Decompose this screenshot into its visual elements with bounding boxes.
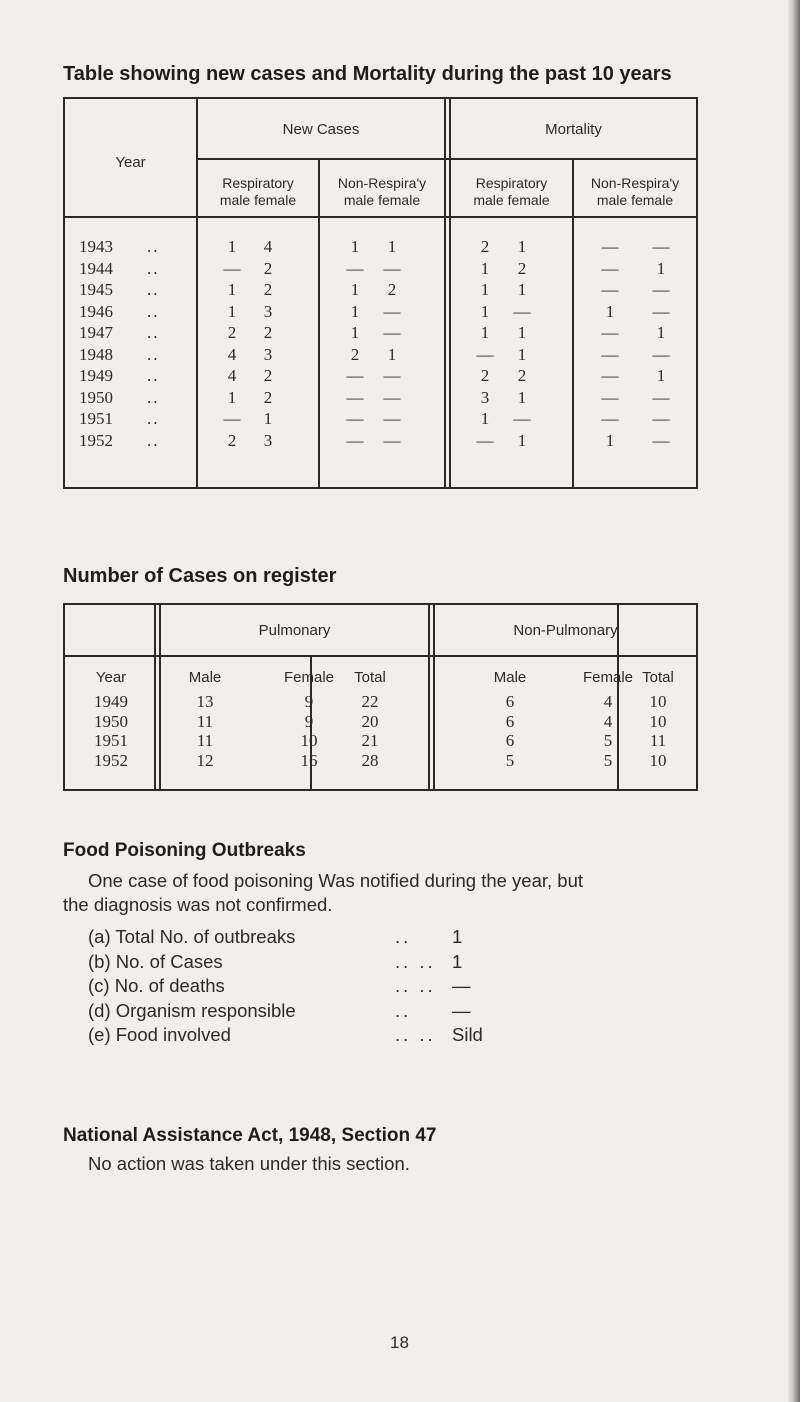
- value-cell: 1: [517, 237, 527, 256]
- leader-dots: ..: [147, 258, 160, 278]
- value-cell: 11: [196, 731, 214, 750]
- value-cell: 1: [517, 344, 527, 364]
- value-cell: —: [513, 301, 531, 321]
- table-row: [65, 258, 696, 279]
- leader-dots: .. ..: [395, 950, 436, 972]
- value-cell: 1: [517, 323, 527, 342]
- value-cell: 9: [304, 711, 314, 731]
- value-cell: —: [383, 409, 401, 428]
- cases-on-register-table: [63, 603, 698, 791]
- year-cell: 1949: [79, 366, 113, 385]
- subheader-title: Non-Respira'y: [337, 175, 427, 191]
- value-cell: —: [601, 237, 619, 256]
- value-cell: —: [601, 323, 619, 342]
- value-cell: 22: [361, 692, 379, 711]
- value-cell: 5: [603, 731, 613, 750]
- value-cell: 4: [603, 692, 613, 711]
- value-cell: —: [601, 387, 619, 407]
- value-cell: 2: [480, 237, 490, 256]
- leader-dots: ..: [147, 323, 160, 342]
- value-cell: 4: [227, 366, 237, 385]
- table-row: [65, 430, 696, 451]
- value-cell: 1: [517, 280, 527, 299]
- value-cell: 1: [480, 301, 490, 321]
- item-label: (e) Food involved: [88, 1024, 231, 1045]
- item-value: Sild: [452, 1024, 483, 1045]
- value-cell: 1: [656, 258, 666, 278]
- value-cell: 1: [350, 280, 360, 299]
- table-row: [65, 301, 696, 322]
- column-header: Female: [283, 669, 335, 686]
- value-cell: 4: [603, 711, 613, 731]
- leader-dots: ..: [147, 280, 160, 299]
- value-cell: 2: [480, 366, 490, 385]
- value-cell: 28: [361, 750, 379, 770]
- value-cell: 2: [517, 258, 527, 278]
- new-nonrespiratory-header: [320, 175, 444, 209]
- value-cell: 2: [350, 344, 360, 364]
- leader-dots: ..: [395, 926, 412, 947]
- value-cell: —: [383, 323, 401, 342]
- leader-dots: .. ..: [395, 975, 436, 996]
- item-label: (c) No. of deaths: [88, 975, 225, 996]
- col-divider: [428, 605, 430, 789]
- column-header: Female: [582, 669, 634, 686]
- value-cell: 12: [196, 750, 214, 770]
- value-cell: —: [346, 258, 364, 278]
- leader-dots: ..: [147, 344, 160, 364]
- year-cell: 1950: [94, 711, 128, 731]
- value-cell: 1: [263, 409, 273, 428]
- leader-dots: ..: [147, 237, 160, 256]
- value-cell: —: [652, 409, 670, 428]
- value-cell: —: [601, 409, 619, 428]
- value-cell: 10: [649, 711, 667, 731]
- value-cell: 1: [656, 366, 666, 385]
- value-cell: —: [652, 387, 670, 407]
- leader-dots: ..: [147, 430, 160, 450]
- value-cell: 1: [517, 430, 527, 450]
- year-cell: 1949: [94, 692, 128, 711]
- row-divider: [65, 216, 696, 218]
- value-cell: 6: [505, 692, 515, 711]
- year-cell: 1948: [79, 344, 113, 364]
- value-cell: 2: [263, 387, 273, 407]
- item-label: (a) Total No. of outbreaks: [88, 926, 296, 947]
- value-cell: 1: [227, 280, 237, 299]
- value-cell: 21: [361, 731, 379, 750]
- value-cell: 4: [227, 344, 237, 364]
- value-cell: 3: [263, 344, 273, 364]
- year-cell: 1951: [79, 409, 113, 428]
- subheader-title: Respiratory: [222, 175, 294, 191]
- value-cell: —: [601, 344, 619, 364]
- value-cell: 1: [387, 237, 397, 256]
- value-cell: —: [383, 430, 401, 450]
- value-cell: 9: [304, 692, 314, 711]
- value-cell: 2: [263, 280, 273, 299]
- subheader-sex: male female: [596, 192, 674, 208]
- value-cell: —: [601, 366, 619, 385]
- value-cell: 3: [480, 387, 490, 407]
- year-cell: 1952: [79, 430, 113, 450]
- year-header: Year: [115, 154, 146, 171]
- value-cell: —: [652, 430, 670, 450]
- leader-dots: ..: [395, 999, 412, 1021]
- value-cell: 20: [361, 711, 379, 731]
- value-cell: —: [223, 258, 241, 278]
- value-cell: —: [513, 409, 531, 428]
- mort-respiratory-header: [451, 175, 572, 209]
- value-cell: 2: [263, 258, 273, 278]
- table-row: [65, 236, 696, 257]
- table-row: [65, 322, 696, 343]
- page-number: 18: [390, 1333, 409, 1352]
- value-cell: 1: [480, 258, 490, 278]
- assistance-text: No action was taken under this section.: [88, 1153, 410, 1174]
- value-cell: —: [601, 258, 619, 278]
- leader-dots: .. ..: [395, 1024, 436, 1045]
- column-header: Male: [493, 669, 527, 686]
- value-cell: 1: [350, 323, 360, 342]
- new-cases-header: New Cases: [282, 121, 360, 138]
- table-row: [65, 344, 696, 365]
- value-cell: —: [601, 280, 619, 299]
- row-divider: [196, 158, 696, 160]
- value-cell: 10: [649, 692, 667, 711]
- year-cell: 1951: [94, 731, 128, 750]
- value-cell: —: [476, 344, 494, 364]
- year-cell: 1950: [79, 387, 113, 407]
- table-row: [65, 365, 696, 386]
- value-cell: —: [346, 366, 364, 385]
- table-row: [65, 387, 696, 408]
- item-value: 1: [452, 950, 463, 972]
- value-cell: 1: [480, 280, 490, 299]
- year-cell: 1947: [79, 323, 113, 342]
- table-row: [65, 408, 696, 429]
- new-cases-mortality-table: [63, 97, 698, 489]
- value-cell: 1: [605, 430, 615, 450]
- value-cell: 2: [517, 366, 527, 385]
- table2-title: Number of Cases on register: [63, 565, 337, 587]
- pulmonary-header: Pulmonary: [258, 622, 331, 639]
- value-cell: 6: [505, 731, 515, 750]
- subheader-title: Respiratory: [475, 175, 548, 191]
- year-cell: 1943: [79, 237, 113, 256]
- value-cell: 10: [300, 731, 318, 750]
- column-header: Total: [354, 669, 386, 686]
- year-cell: 1944: [79, 258, 113, 278]
- row-divider: [65, 655, 696, 657]
- value-cell: 5: [505, 750, 515, 770]
- subheader-sex: male female: [473, 192, 550, 208]
- value-cell: 2: [387, 280, 397, 299]
- value-cell: —: [652, 301, 670, 321]
- subheader-sex: male female: [343, 192, 421, 208]
- value-cell: 2: [263, 323, 273, 342]
- value-cell: —: [346, 387, 364, 407]
- value-cell: 2: [263, 366, 273, 385]
- value-cell: 2: [227, 323, 237, 342]
- table-row: [65, 279, 696, 300]
- mort-nonrespiratory-header: [574, 175, 696, 209]
- value-cell: —: [383, 301, 401, 321]
- col-divider: [154, 605, 156, 789]
- column-header: Total: [642, 669, 674, 686]
- value-cell: 6: [505, 711, 515, 731]
- value-cell: 1: [517, 387, 527, 407]
- value-cell: 1: [480, 409, 490, 428]
- value-cell: 2: [227, 430, 237, 450]
- value-cell: 13: [196, 692, 214, 711]
- value-cell: 1: [227, 387, 237, 407]
- assistance-title: National Assistance Act, 1948, Section 47: [63, 1125, 437, 1146]
- leader-dots: ..: [147, 387, 160, 407]
- value-cell: 1: [227, 301, 237, 321]
- food-paragraph-line1: One case of food poisoning Was notified during the year, but: [88, 870, 584, 891]
- value-cell: 1: [387, 344, 397, 364]
- value-cell: 11: [196, 711, 214, 731]
- value-cell: 1: [480, 323, 490, 342]
- value-cell: 10: [649, 750, 667, 770]
- value-cell: 1: [656, 323, 666, 342]
- value-cell: 3: [263, 430, 273, 450]
- year-cell: 1952: [94, 750, 128, 770]
- value-cell: —: [223, 409, 241, 428]
- item-value: —: [452, 999, 471, 1021]
- item-value: —: [452, 975, 471, 996]
- value-cell: 3: [263, 301, 273, 321]
- value-cell: 1: [350, 301, 360, 321]
- value-cell: 4: [263, 237, 273, 256]
- page-edge-shadow: [788, 0, 800, 1402]
- food-poisoning-title: Food Poisoning Outbreaks: [63, 840, 306, 861]
- value-cell: —: [652, 237, 670, 256]
- value-cell: 5: [603, 750, 613, 770]
- subheader-sex: male female: [219, 192, 297, 208]
- column-header: Male: [188, 669, 222, 686]
- value-cell: 11: [649, 731, 667, 750]
- value-cell: 16: [300, 750, 318, 770]
- item-value: 1: [452, 926, 463, 947]
- value-cell: 1: [605, 301, 615, 321]
- value-cell: —: [476, 430, 494, 450]
- subheader-title: Non-Respira'y: [590, 175, 680, 191]
- value-cell: —: [383, 258, 401, 278]
- leader-dots: ..: [147, 366, 160, 385]
- value-cell: —: [652, 344, 670, 364]
- leader-dots: ..: [147, 301, 160, 321]
- year-cell: 1945: [79, 280, 113, 299]
- value-cell: —: [383, 366, 401, 385]
- leader-dots: ..: [147, 409, 160, 428]
- item-label: (d) Organism responsible: [88, 999, 296, 1021]
- year-cell: 1946: [79, 301, 113, 321]
- value-cell: 1: [227, 237, 237, 256]
- mortality-header: Mortality: [545, 121, 602, 138]
- value-cell: —: [383, 387, 401, 407]
- value-cell: —: [652, 280, 670, 299]
- value-cell: —: [346, 409, 364, 428]
- food-paragraph-line2: the diagnosis was not confirmed.: [63, 894, 333, 915]
- value-cell: 1: [350, 237, 360, 256]
- column-header: Year: [95, 669, 127, 686]
- value-cell: —: [346, 430, 364, 450]
- table1-title: Table showing new cases and Mortality during the past 10 years: [63, 63, 672, 85]
- new-respiratory-header: [198, 175, 318, 209]
- nonpulmonary-header: Non-Pulmonary: [513, 622, 618, 639]
- item-label: (b) No. of Cases: [88, 950, 223, 972]
